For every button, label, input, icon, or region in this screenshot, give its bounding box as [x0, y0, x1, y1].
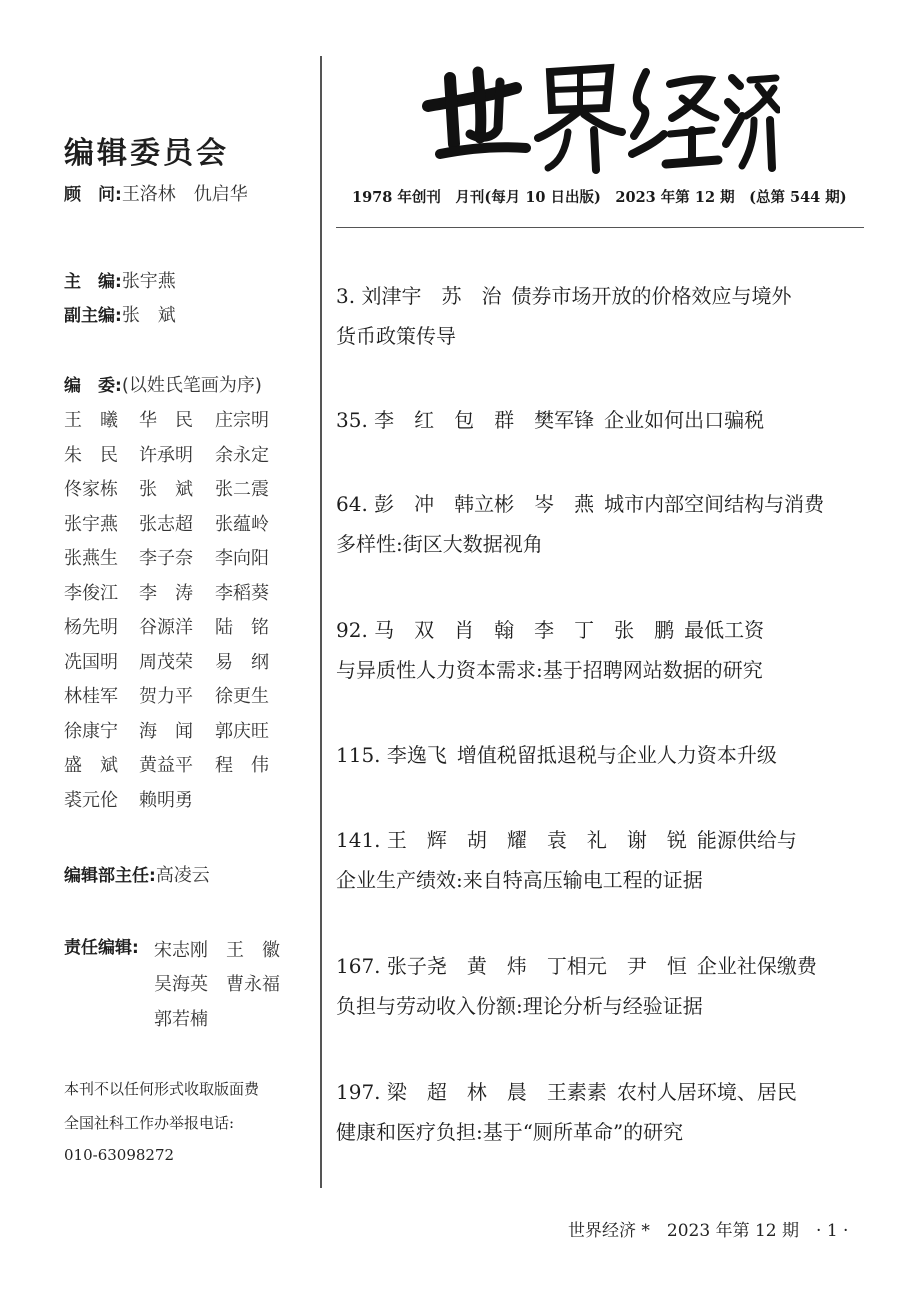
- toc-title: 负担与劳动收入份额:理论分析与经验证据: [336, 994, 703, 1018]
- board-member: 朱 民: [64, 445, 118, 466]
- board-member: 李稻葵: [215, 583, 269, 604]
- toc-authors: 92. 马 双 肖 翰 李 丁 张 鹏: [336, 618, 675, 642]
- toc-authors: 167. 张子尧 黄 炜 丁相元 尹 恒: [336, 954, 687, 978]
- board-member: 许承明: [139, 445, 193, 466]
- toc-authors: 3. 刘津宇 苏 治: [336, 284, 502, 308]
- toc-entry: [336, 820, 866, 900]
- board-member: 杨先明: [64, 617, 118, 638]
- director-row: [64, 862, 210, 889]
- toc-title: 与异质性人力资本需求:基于招聘网站数据的研究: [336, 658, 763, 682]
- toc-authors: 115. 李逸飞: [336, 743, 447, 767]
- responsible-editor-names: 郭若楠: [154, 1009, 208, 1030]
- board-member: 张 斌: [139, 479, 193, 500]
- toc-authors: 64. 彭 冲 韩立彬 岑 燕: [336, 492, 595, 516]
- hotline-number: 010-63098272: [64, 1146, 175, 1164]
- responsible-editor-label: 责任编辑:: [64, 938, 139, 958]
- hotline-label: 全国社科工作办举报电话:: [64, 1114, 235, 1132]
- toc-title: 债券市场开放的价格效应与境外: [511, 284, 792, 308]
- toc-title: 企业如何出口骗税: [604, 408, 765, 432]
- director-label: 编辑部主任:: [64, 866, 156, 886]
- toc-entry: [336, 484, 866, 564]
- chief-editor-label: 主 编:: [64, 272, 122, 292]
- logo-glyph: [428, 72, 526, 154]
- advisor-names: 王洛林 仇启华: [121, 184, 248, 205]
- board-member: 李子奈: [139, 548, 193, 569]
- logo-glyph: [632, 72, 718, 164]
- journal-logo: [420, 58, 780, 174]
- board-members-heading: [64, 372, 262, 399]
- toc-authors: 197. 梁 超 林 晨 王素素: [336, 1080, 607, 1104]
- toc-title: 最低工资: [684, 618, 765, 642]
- responsible-editor-names: 宋志刚 王 徽: [154, 940, 280, 961]
- advisor-label: 顾 问:: [64, 185, 122, 205]
- toc-title: 企业社保缴费: [696, 954, 817, 978]
- board-member: 谷源洋: [139, 617, 193, 638]
- board-member: 裘元伦: [64, 790, 118, 811]
- toc-entry: [336, 610, 866, 690]
- board-member: 庄宗明: [215, 410, 269, 431]
- toc-title: 货币政策传导: [336, 324, 456, 348]
- toc-authors: 141. 王 辉 胡 耀 袁 礼 谢 锐: [336, 828, 687, 852]
- board-member: 张志超: [139, 514, 193, 535]
- deputy-editor-row: [64, 302, 176, 329]
- masthead-rule: [336, 227, 864, 228]
- board-label: 编 委:: [64, 376, 122, 396]
- board-member: 李 涛: [139, 583, 193, 604]
- toc-entry: [336, 735, 866, 775]
- toc-title: 城市内部空间结构与消费: [604, 492, 825, 516]
- column-divider: [320, 56, 322, 1188]
- responsible-editor-row: [64, 934, 139, 961]
- board-member: 王 曦: [64, 410, 118, 431]
- board-member: 赖明勇: [139, 790, 193, 811]
- board-member: 李向阳: [215, 548, 269, 569]
- logo-glyph: [726, 78, 778, 168]
- toc-title: 健康和医疗负担:基于“厕所革命”的研究: [336, 1120, 684, 1144]
- toc-entry: [336, 400, 866, 440]
- board-member: 张二震: [215, 479, 269, 500]
- board-member: 华 民: [139, 410, 193, 431]
- board-member: 张燕生: [64, 548, 118, 569]
- toc-entry: [336, 1072, 866, 1152]
- toc-title: 企业生产绩效:来自特高压输电工程的证据: [336, 868, 703, 892]
- board-member: 张宇燕: [64, 514, 118, 535]
- board-member: 李俊江: [64, 583, 118, 604]
- board-member: 余永定: [215, 445, 269, 466]
- responsible-editor-names: 吴海英 曹永福: [154, 974, 280, 995]
- board-member: 易 纲: [215, 652, 269, 673]
- director-name: 高凌云: [155, 865, 210, 886]
- board-member: 郭庆旺: [215, 721, 269, 742]
- board-member: 贺力平: [139, 686, 193, 707]
- board-member: 海 闻: [139, 721, 193, 742]
- board-member: 林桂军: [64, 686, 118, 707]
- editorial-board-title: 编辑委员会: [64, 136, 229, 171]
- toc-authors: 35. 李 红 包 群 樊军锋: [336, 408, 595, 432]
- board-member: 冼国明: [64, 652, 118, 673]
- toc-title: 增值税留抵退税与企业人力资本升级: [456, 743, 777, 767]
- board-member: 黄益平: [139, 755, 193, 776]
- chief-editor-name: 张宇燕: [121, 271, 176, 292]
- fee-notice: 本刊不以任何形式收取版面费: [64, 1080, 260, 1098]
- board-member: 陆 铭: [215, 617, 269, 638]
- board-member: 徐更生: [215, 686, 269, 707]
- toc-title: 农村人居环境、居民: [616, 1080, 797, 1104]
- toc-entry: [336, 276, 866, 356]
- chief-editor-row: [64, 268, 176, 295]
- deputy-editor-label: 副主编:: [64, 306, 122, 326]
- board-member: 徐康宁: [64, 721, 118, 742]
- deputy-editor-name: 张 斌: [121, 305, 176, 326]
- board-member: 程 伟: [215, 755, 269, 776]
- board-member: 盛 斌: [64, 755, 118, 776]
- board-member: 佟家栋: [64, 479, 118, 500]
- board-note: (以姓氏笔画为序): [121, 375, 262, 396]
- logo-glyph: [538, 68, 622, 170]
- toc-title: 多样性:街区大数据视角: [336, 532, 543, 556]
- board-member: 周茂荣: [139, 652, 193, 673]
- toc-title: 能源供给与: [696, 828, 797, 852]
- page-footer: 世界经济 * 2023 年第 12 期 · 1 ·: [568, 1221, 849, 1241]
- advisor-row: [64, 181, 248, 208]
- masthead-info: 1978 年创刊 月刊(每月 10 日出版) 2023 年第 12 期 (总第 544 期): [352, 189, 847, 206]
- toc-entry: [336, 946, 866, 1026]
- board-member: 张蕴岭: [215, 514, 269, 535]
